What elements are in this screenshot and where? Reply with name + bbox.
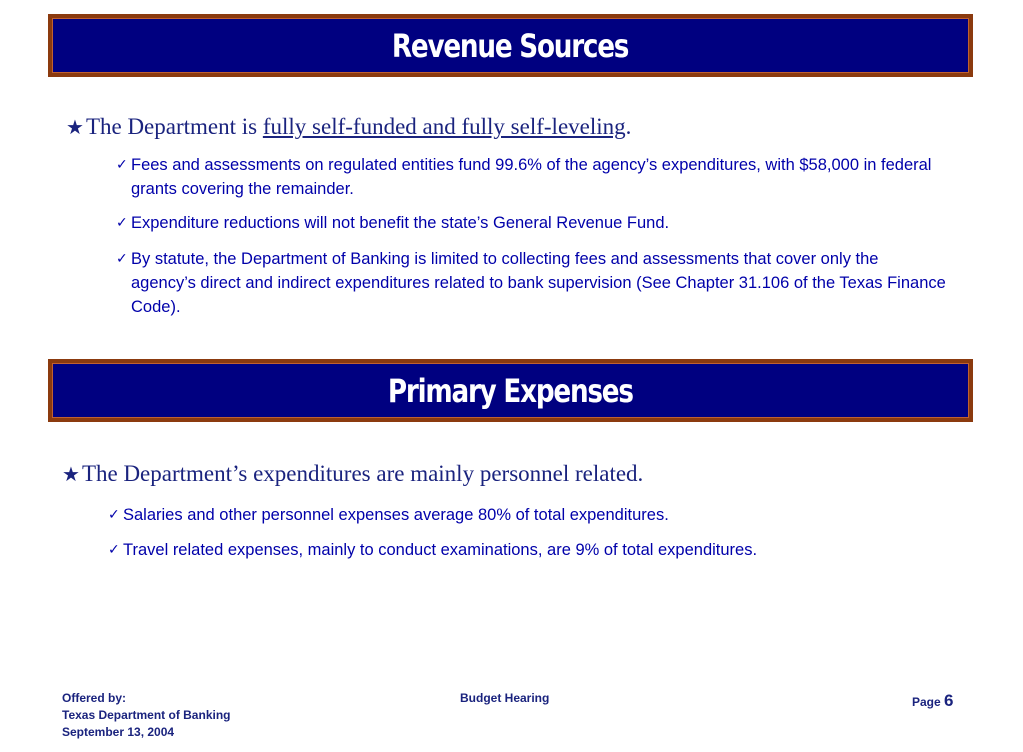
page-number: 6: [944, 691, 954, 710]
revenue-sub-point-1-text: Fees and assessments on regulated entities fund 99.6% of the agency’s expenditures, with $58,000 in federal grants covering the remainder.: [131, 156, 932, 198]
check-bullet-icon: ✓: [108, 507, 120, 523]
check-bullet-icon: ✓: [116, 251, 128, 267]
star-bullet-icon: ★: [66, 117, 84, 139]
revenue-sources-banner: [48, 14, 973, 77]
revenue-sub-point-3-text: By statute, the Department of Banking is limited to collecting fees and assessments that cover only the agency’s direct and indirect expenditures related to bank supervision (See Chapter 31.106 of the Texas Finance Code).: [131, 250, 946, 316]
footer-page: [912, 692, 954, 711]
page-label: Page: [912, 695, 941, 709]
primary-expenses-banner: [48, 359, 973, 422]
check-bullet-icon: ✓: [116, 215, 128, 231]
footer-offered-by: [62, 690, 230, 741]
expenses-sub-point-2-text: Travel related expenses, mainly to conduct examinations, are 9% of total expenditures.: [123, 541, 758, 559]
primary-expenses-title: Primary Expenses: [388, 371, 633, 410]
organization-name: Texas Department of Banking: [62, 708, 231, 722]
star-bullet-icon: ★: [62, 464, 80, 486]
revenue-sub-point-3: [116, 247, 946, 319]
revenue-main-point: [66, 114, 631, 140]
expenses-sub-point-1-text: Salaries and other personnel expenses average 80% of total expenditures.: [123, 506, 669, 524]
check-bullet-icon: ✓: [116, 157, 128, 173]
revenue-sub-point-1: [116, 153, 936, 201]
revenue-sub-point-2-text: Expenditure reductions will not benefit the state’s General Revenue Fund.: [131, 214, 670, 232]
expenses-main-text: The Department’s expenditures are mainly personnel related.: [81, 461, 644, 486]
event-name: Budget Hearing: [460, 691, 550, 705]
check-bullet-icon: ✓: [108, 542, 120, 558]
revenue-sub-point-2: [116, 211, 936, 235]
expenses-main-point: [62, 461, 643, 487]
footer-event: [460, 690, 549, 707]
footer-date: September 13, 2004: [62, 725, 175, 739]
revenue-main-underlined: fully self-funded and fully self-leveling: [262, 114, 626, 139]
revenue-sources-title: Revenue Sources: [392, 26, 629, 65]
expenses-sub-point-1: [108, 503, 943, 527]
offered-by-label: Offered by:: [62, 691, 127, 705]
revenue-main-suffix: .: [625, 114, 632, 139]
revenue-main-prefix: The Department is: [85, 114, 263, 139]
expenses-sub-point-2: [108, 538, 943, 562]
